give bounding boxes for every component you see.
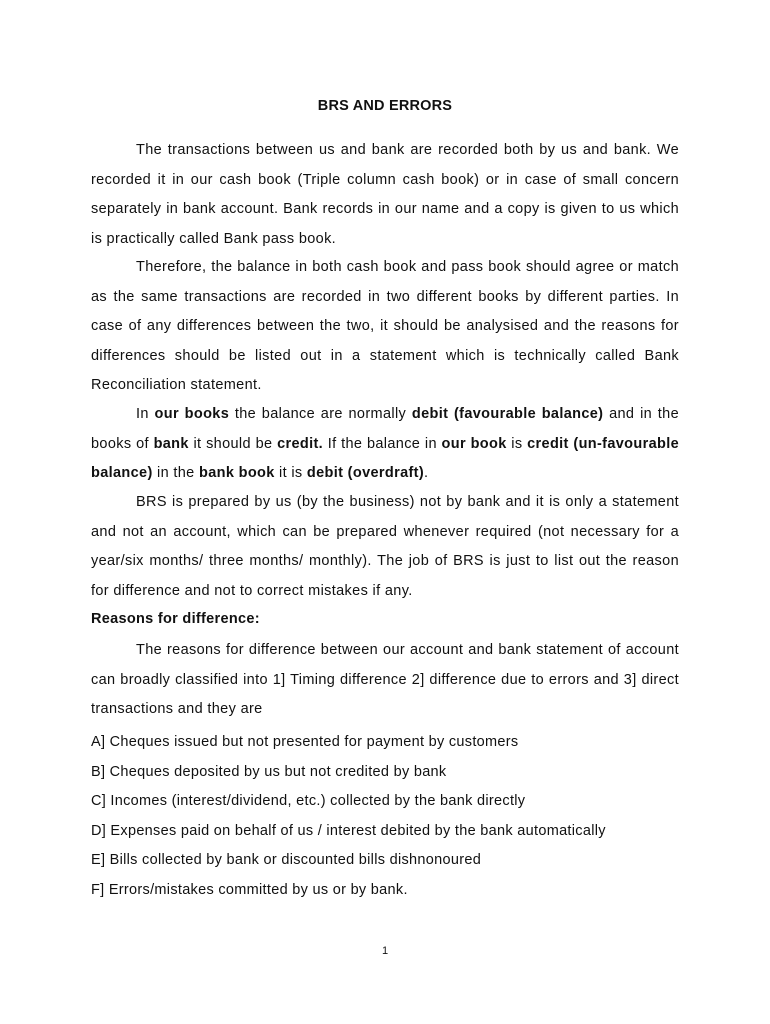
section-heading-reasons: Reasons for difference: — [91, 611, 260, 627]
bold-term-credit: credit. — [277, 435, 324, 452]
bold-term-our-book: our book — [441, 435, 507, 452]
text-run: If the balance in — [323, 435, 442, 452]
list-item: B] Cheques deposited by us but not credited by bank — [91, 763, 447, 780]
bold-term-bank: bank — [153, 435, 189, 452]
reasons-list — [91, 728, 679, 905]
bold-term-credit-unfavourable: credit (un-favourable balance) — [91, 435, 679, 481]
bold-term-bank-book: bank book — [198, 465, 275, 481]
paragraph-brs-purpose: BRS is prepared by us (by the business) not by bank and it is only a statement and not an account, which can be prepared whenever required (not necessary for a year/six months/ three months/ monthly). The job of BRS is just to list out the reason for difference and not to correct mistakes if any. — [91, 494, 679, 599]
text-run: . — [424, 465, 429, 481]
paragraph-intro: The transactions between us and bank are recorded both by us and bank. We recorded it in our cash book (Triple column cash book) or in case of small concern separately in bank account. Bank records in our name and a copy is given to us which is practically called Bank pass book. — [91, 142, 679, 247]
list-item: D] Expenses paid on behalf of us / interest debited by the bank automatically — [91, 822, 606, 839]
bold-term-our-books: our books — [154, 406, 230, 422]
text-run: the balance are normally — [229, 406, 412, 422]
document-page — [91, 0, 679, 1024]
list-item: A] Cheques issued but not presented for payment by customers — [91, 734, 519, 750]
page-title: BRS AND ERRORS — [317, 98, 453, 114]
text-run: in the — [152, 465, 199, 481]
bold-term-debit-overdraft: debit (overdraft) — [306, 465, 425, 481]
paragraph-balance-agreement: Therefore, the balance in both cash book and pass book should agree or match as the same transactions are recorded in two different books by different parties. In case of any differences between the two, it should be analysised and the reasons for differences should be listed out in a statement which is technically called Bank Reconciliation statement. — [91, 259, 679, 393]
list-item: F] Errors/mistakes committed by us or by bank. — [91, 881, 408, 898]
list-item: E] Bills collected by bank or discounted bills dishnonoured — [91, 852, 482, 868]
text-run: and in the books of — [91, 406, 679, 452]
page-number: 1 — [381, 945, 389, 957]
paragraph-reasons-intro: The reasons for difference between our account and bank statement of account can broadly classified into 1] Timing difference 2] difference due to errors and 3] direct transactions and they are — [91, 642, 679, 717]
bold-term-debit-favourable: debit (favourable balance) — [411, 406, 604, 422]
text-run: it should be — [188, 435, 278, 452]
list-item: C] Incomes (interest/dividend, etc.) collected by the bank directly — [91, 793, 526, 809]
text-run: it is — [274, 465, 307, 481]
text-run: In — [136, 406, 155, 422]
text-run: is — [506, 435, 528, 452]
paragraph-debit-credit — [91, 400, 679, 489]
